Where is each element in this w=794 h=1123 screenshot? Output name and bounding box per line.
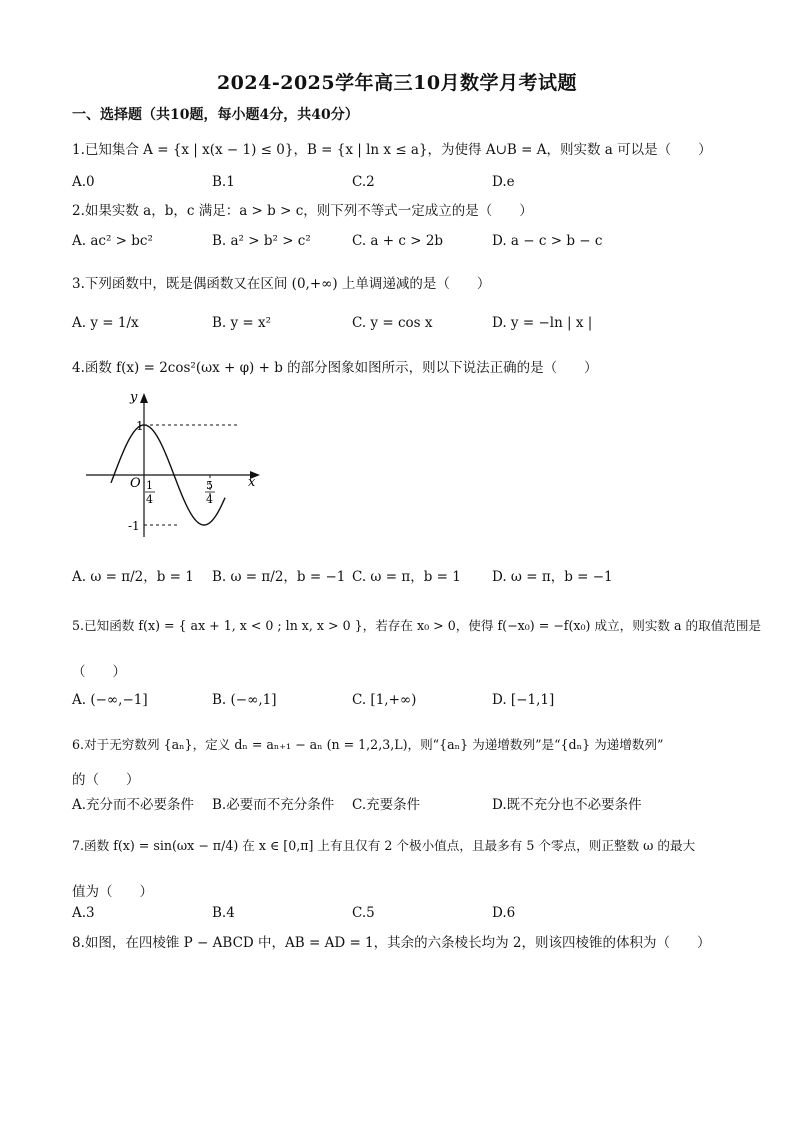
y-tick-top-label: 1 [136,419,144,433]
q6-option-b: B.必要而不充分条件 [212,797,335,813]
q5-option-a: A. (−∞,−1] [72,692,148,708]
q6-option-c: C.充要条件 [352,797,421,813]
x-tick-2-numerator: 5 [206,479,213,492]
question-6-stem-cont: 的（ ） [72,772,140,788]
q1-option-d: D.e [492,174,515,190]
q3-option-b: B. y = x² [212,315,272,331]
q4-option-c: C. ω = π，b = 1 [352,569,461,585]
y-tick-bottom-label: -1 [128,519,140,533]
question-7-stem-cont: 值为（ ） [72,884,153,900]
q6-option-a: A.充分而不必要条件 [72,797,195,813]
q1-option-c: C.2 [352,174,375,190]
question-5-stem-cont: （ ） [72,664,126,680]
q2-option-d: D. a − c > b − c [492,233,603,249]
q7-option-b: B.4 [212,905,235,921]
question-5-stem: 5.已知函数 f(x) = { ax + 1, x < 0 ; ln x, x > 0 }，若存在 x₀ > 0，使得 f(−x₀) = −f(x₀) 成立，则实数 a 的取值范围是 [72,618,762,633]
q3-option-a: A. y = 1/x [72,315,139,331]
question-4-stem: 4.函数 f(x) = 2cos²(ωx + φ) + b 的部分图象如图所示，则以下说法正确的是（ ） [72,360,598,376]
origin-label: O [130,476,141,491]
x-tick-1-denominator: 4 [146,493,153,506]
q4-option-a: A. ω = π/2，b = 1 [72,569,194,585]
q4-function-graph [80,385,270,545]
q5-option-d: D. [−1,1] [492,692,555,708]
q4-option-b: B. ω = π/2，b = −1 [212,569,346,585]
exam-title: 2024-2025学年高三10月数学月考试题 [216,72,578,94]
question-8-stem: 8.如图，在四棱锥 P − ABCD 中，AB = AD = 1，其余的六条棱长均为 2，则该四棱锥的体积为（ ） [72,935,711,951]
q7-option-c: C.5 [352,905,375,921]
x-tick-1-numerator: 1 [146,479,153,492]
x-axis-label: x [248,475,256,490]
q2-option-a: A. ac² > bc² [72,233,153,249]
question-7-stem: 7.函数 f(x) = sin(ωx − π/4) 在 x ∈ [0,π] 上有且仅有 2 个极小值点，且最多有 5 个零点，则正整数 ω 的最大 [72,838,696,853]
section-heading: 一、选择题（共10题，每小题4分，共40分） [72,107,359,123]
q2-option-c: C. a + c > 2b [352,233,444,249]
q4-option-d: D. ω = π，b = −1 [492,569,613,585]
q1-option-a: A.0 [72,174,95,190]
q5-option-c: C. [1,+∞) [352,692,417,708]
question-3-stem: 3.下列函数中，既是偶函数又在区间 (0,+∞) 上单调递减的是（ ） [72,276,491,292]
q7-option-d: D.6 [492,905,516,921]
y-axis-arrow-icon [140,393,148,403]
q7-option-a: A.3 [72,905,95,921]
x-tick-2-denominator: 4 [206,493,213,506]
question-1-stem: 1.已知集合 A = {x | x(x − 1) ≤ 0}，B = {x | ln x ≤ a}，为使得 A∪B = A，则实数 a 可以是（ ） [72,142,712,158]
q5-option-b: B. (−∞,1] [212,692,277,708]
question-6-stem: 6.对于无穷数列 {aₙ}，定义 dₙ = aₙ₊₁ − aₙ (n = 1,2,3,L)，则“{aₙ} 为递增数列”是“{dₙ} 为递增数列” [72,737,664,752]
q3-option-d: D. y = −ln | x | [492,315,593,331]
q6-option-d: D.既不充分也不必要条件 [492,797,642,813]
q2-option-b: B. a² > b² > c² [212,233,311,249]
q1-option-b: B.1 [212,174,235,190]
y-axis-label: y [130,390,138,405]
q3-option-c: C. y = cos x [352,315,433,331]
question-2-stem: 2.如果实数 a，b，c 满足：a > b > c，则下列不等式一定成立的是（ ） [72,203,533,219]
